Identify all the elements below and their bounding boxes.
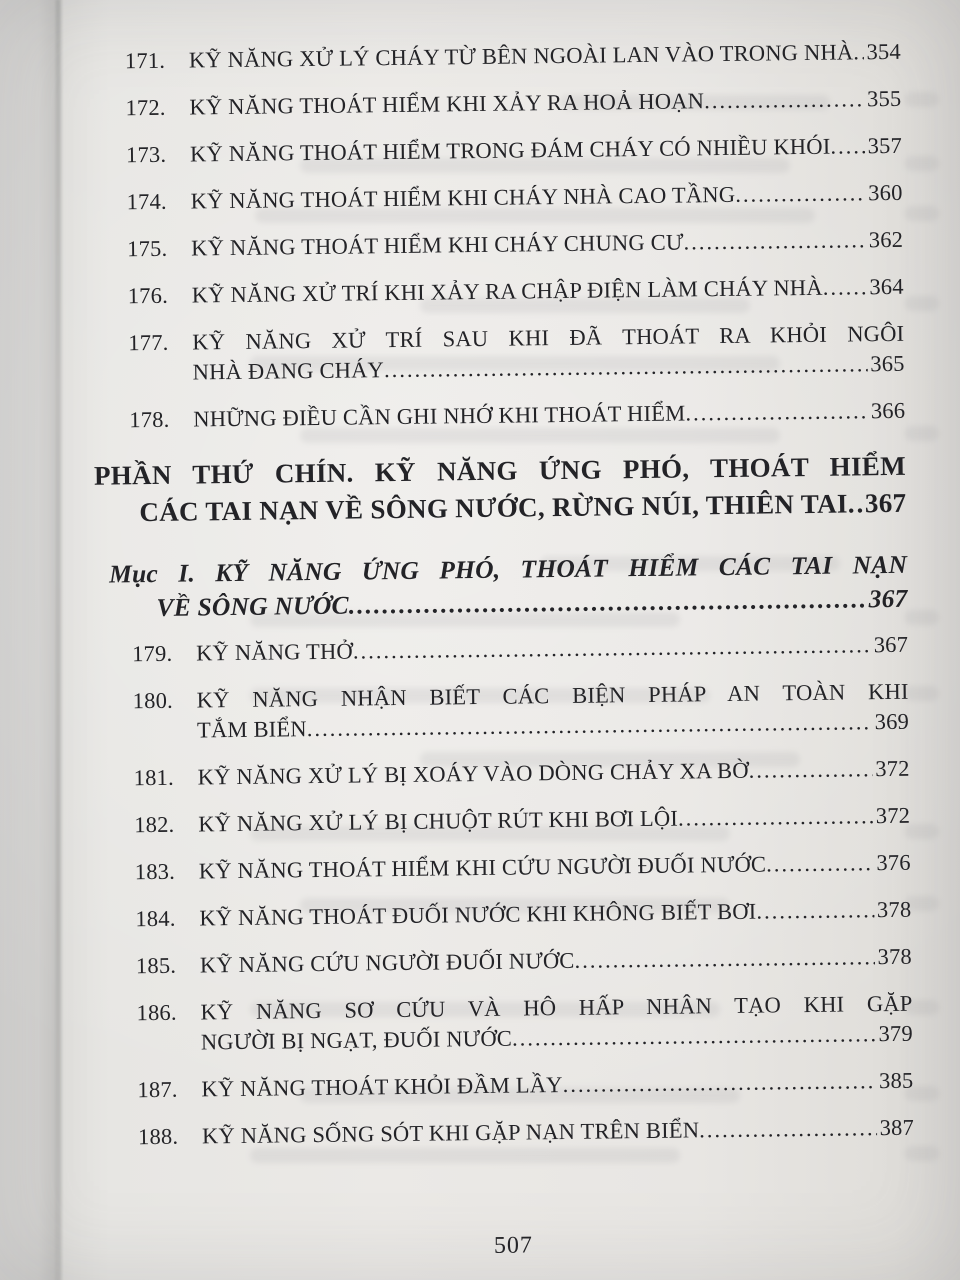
section-heading	[109, 548, 908, 626]
entry-title: KỸ NĂNG THOÁT KHỎI ĐẦM LẦY	[201, 1072, 563, 1102]
entry-number: 172.	[125, 94, 166, 121]
entry-number: 179.	[131, 640, 173, 667]
toc-entry	[133, 677, 910, 746]
dot-leader	[823, 272, 867, 303]
entry-title: KỸ NĂNG NHẬN BIẾT CÁC BIỆN PHÁP AN TOÀN KHI	[196, 678, 909, 713]
entry-number: 188.	[137, 1123, 179, 1150]
entry-number: 180.	[132, 687, 174, 714]
entry-title: NHÀ ĐANG CHÁY	[192, 357, 385, 385]
toc-entry	[135, 895, 911, 934]
dot-leader	[853, 37, 864, 67]
entry-number: 182.	[134, 811, 175, 838]
entry-title: TẮM BIỂN	[196, 716, 307, 743]
toc-entry	[128, 319, 905, 388]
dot-leader	[699, 1113, 877, 1145]
toc-entry	[125, 84, 901, 123]
entry-page-number: 379	[878, 1020, 913, 1047]
entry-page-number: 367	[864, 487, 907, 519]
entry-page-number: 369	[874, 708, 910, 735]
dot-leader	[574, 942, 874, 976]
entry-number: 186.	[136, 999, 177, 1026]
dot-leader	[683, 225, 866, 257]
toc-entry	[137, 1066, 913, 1105]
toc-list	[89, 37, 914, 1153]
entry-page-number: 372	[875, 802, 911, 829]
entry-page-number: 365	[870, 350, 905, 377]
heading-title: VỀ SÔNG NƯỚC	[156, 590, 349, 622]
entry-title: KỸ NĂNG THOÁT HIỂM KHI CHÁY CHUNG CƯ	[191, 229, 684, 261]
toc-entry	[126, 178, 902, 217]
entry-number: 187.	[137, 1076, 178, 1103]
entry-title: KỸ NĂNG XỬ TRÍ SAU KHI ĐÃ THOÁT RA KHỎI NGÔI	[192, 320, 905, 355]
toc-entry	[125, 37, 901, 76]
entry-title: KỸ NĂNG SỐNG SÓT KHI GẶP NẠN TRÊN BIỂN	[201, 1117, 700, 1149]
entry-title: KỸ NĂNG XỬ TRÍ KHI XẢY RA CHẬP ĐIỆN LÀM CHÁY NHÀ	[191, 274, 823, 308]
entry-page-number: 360	[868, 179, 903, 206]
entry-number: 175.	[127, 235, 168, 262]
entry-title: KỸ NĂNG THỞ	[195, 638, 354, 666]
entry-page-number: 367	[868, 583, 908, 614]
entry-title: KỸ NĂNG CỨU NGƯỜI ĐUỐI NƯỚC	[199, 947, 575, 978]
dot-leader	[766, 848, 874, 879]
entry-page-number: 355	[866, 85, 902, 112]
toc-entry	[136, 989, 913, 1058]
dot-leader	[704, 84, 864, 116]
dot-leader	[735, 178, 865, 210]
entry-title: KỸ NĂNG THOÁT HIỂM KHI CỨU NGƯỜI ĐUỐI NƯỚC	[198, 851, 767, 884]
dot-leader	[349, 582, 866, 622]
entry-number: 181.	[133, 764, 174, 791]
entry-number: 177.	[128, 329, 169, 356]
dot-leader	[749, 754, 873, 786]
toc-entry	[128, 272, 904, 311]
entry-page-number: 387	[879, 1114, 915, 1141]
entry-title: KỸ NĂNG XỬ LÝ BỊ XOÁY VÀO DÒNG CHẢY XA BỜ	[197, 757, 749, 790]
entry-number: 176.	[127, 282, 169, 309]
entry-page-number: 366	[870, 397, 906, 424]
entry-title: NHỮNG ĐIỀU CẦN GHI NHỚ KHI THOÁT HIỂM	[193, 400, 686, 432]
entry-title: KỸ NĂNG XỬ LÝ CHÁY TỪ BÊN NGOÀI LAN VÀO TRONG NHÀ	[188, 39, 854, 73]
entry-title: KỸ NĂNG THOÁT HIỂM KHI CHÁY NHÀ CAO TẦNG	[190, 181, 736, 214]
page-footer-number: 507	[493, 1232, 534, 1259]
entry-page-number: 362	[868, 226, 904, 253]
entry-page-number: 378	[877, 943, 913, 970]
entry-page-number: 376	[876, 849, 911, 876]
entry-page-number: 364	[869, 273, 904, 300]
entry-number: 171.	[124, 47, 166, 74]
entry-number: 178.	[129, 406, 170, 433]
entry-title: KỸ NĂNG THOÁT HIỂM TRONG ĐÁM CHÁY CÓ NHIỀU KHÓI	[189, 133, 831, 167]
dot-leader	[512, 1019, 876, 1053]
entry-number: 173.	[125, 141, 167, 168]
dot-leader	[384, 349, 868, 385]
entry-page-number: 378	[876, 896, 912, 923]
entry-number: 185.	[135, 952, 177, 979]
heading-title: CÁC TAI NẠN VỀ SÔNG NƯỚC, RỪNG NÚI, THIÊN TAI	[139, 488, 848, 528]
entry-page-number: 385	[878, 1067, 914, 1094]
entry-number: 183.	[134, 858, 176, 885]
entry-title: NGƯỜI BỊ NGẠT, ĐUỐI NƯỚC	[200, 1025, 513, 1055]
entry-number: 184.	[135, 905, 176, 932]
dot-leader	[562, 1066, 876, 1100]
toc-entry	[126, 131, 902, 170]
entry-page-number: 354	[866, 38, 901, 65]
toc-entry	[138, 1113, 914, 1152]
heading-title: Mục I. KỸ NĂNG ỨNG PHÓ, THOÁT HIỂM CÁC TAI NẠN	[108, 549, 908, 589]
dot-leader	[756, 895, 874, 926]
entry-number: 174.	[126, 188, 167, 215]
toc-entry	[135, 848, 911, 887]
toc-entry	[133, 754, 909, 793]
dot-leader	[307, 707, 872, 744]
dot-leader	[685, 396, 868, 428]
toc-entry	[134, 801, 910, 840]
entry-title: KỸ NĂNG XỬ LÝ BỊ CHUỘT RÚT KHI BƠI LỘI	[198, 805, 679, 837]
entry-page-number: 357	[867, 132, 903, 159]
toc-entry	[132, 630, 908, 669]
part-heading	[94, 448, 907, 532]
toc-entry	[127, 225, 903, 264]
dot-leader	[678, 801, 873, 833]
dot-leader	[353, 630, 871, 666]
entry-page-number: 372	[875, 755, 910, 782]
heading-title: PHẦN THỨ CHÍN. KỸ NĂNG ỨNG PHÓ, THOÁT HIỂM	[93, 450, 907, 491]
entry-title: KỸ NĂNG SƠ CỨU VÀ HÔ HẤP NHÂN TẠO KHI GẶP	[200, 990, 913, 1025]
entry-title: KỸ NĂNG THOÁT ĐUỐI NƯỚC KHI KHÔNG BIẾT BƠI	[199, 898, 757, 931]
dot-leader	[847, 485, 862, 522]
toc-entry	[136, 942, 912, 981]
dot-leader	[830, 131, 865, 161]
entry-page-number: 367	[873, 631, 909, 658]
entry-title: KỸ NĂNG THOÁT HIỂM KHI XẢY RA HOẢ HOẠN	[189, 88, 705, 120]
toc-entry	[129, 396, 905, 435]
